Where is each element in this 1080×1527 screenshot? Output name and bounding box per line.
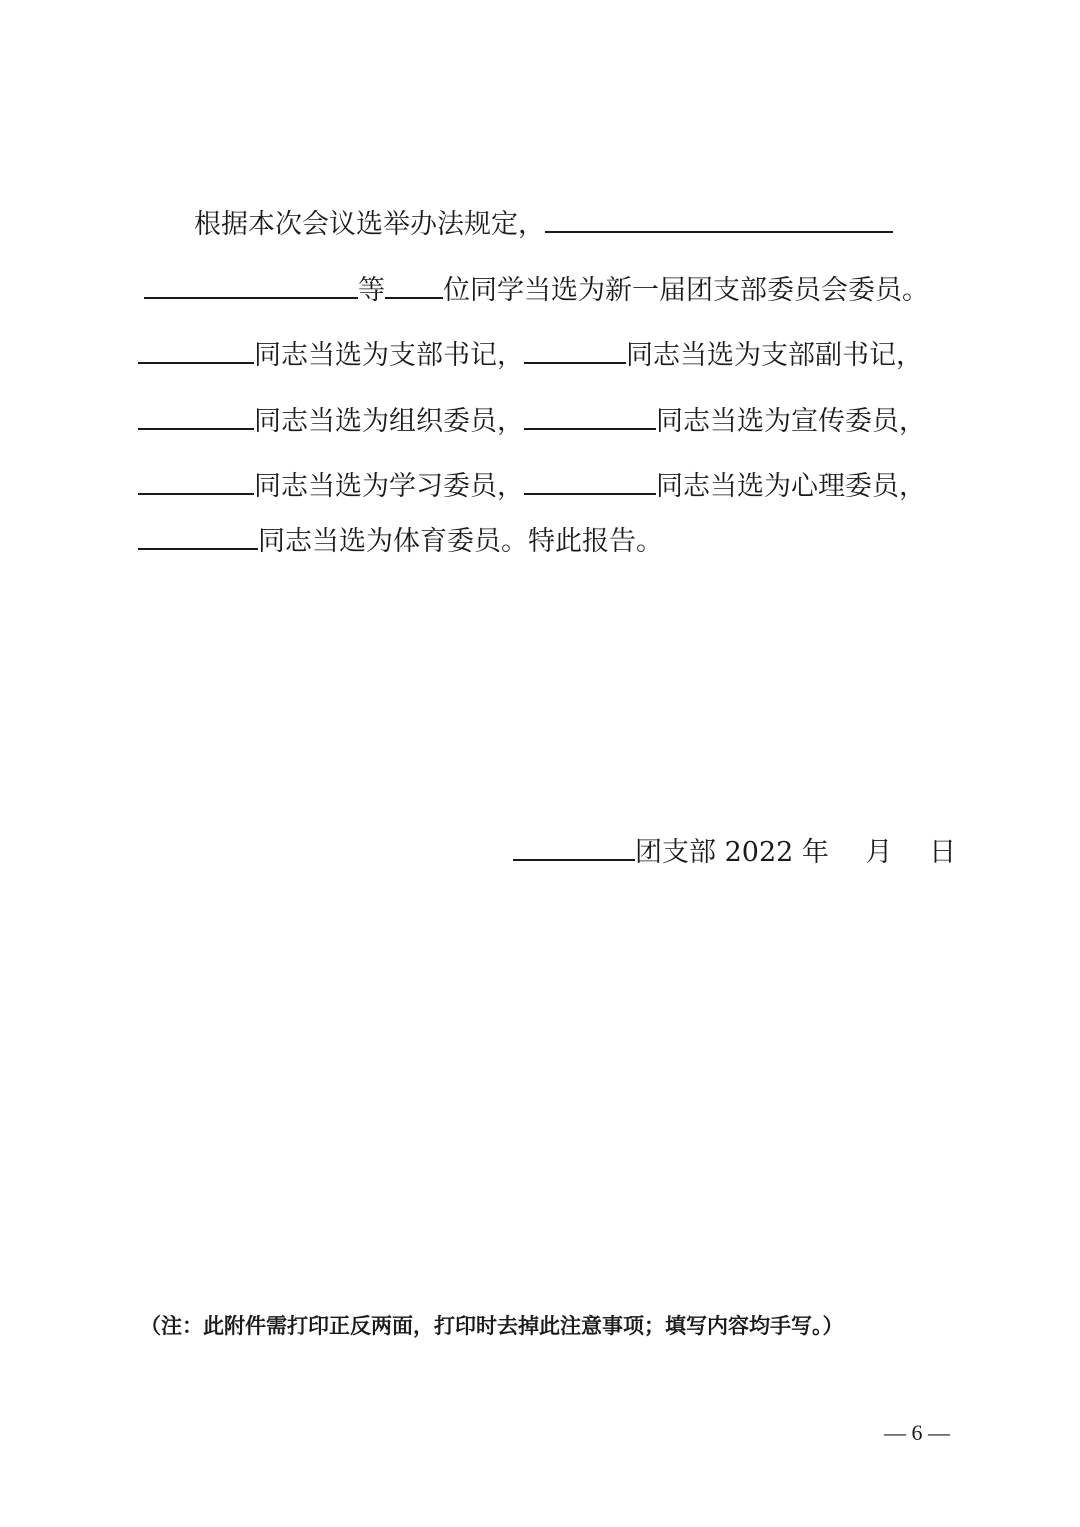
organization-text: 同志当选为组织委员，	[254, 406, 524, 437]
branch-label: 团支部	[635, 837, 716, 868]
print-note: （注：此附件需打印正反两面，打印时去掉此注意事项；填写内容均手写。）	[140, 1314, 844, 1338]
paragraph-line-2	[144, 271, 929, 309]
sports-name-blank	[138, 522, 258, 550]
etc-text: 等	[358, 275, 385, 306]
signature-line	[513, 833, 956, 871]
paragraph-line-4	[138, 402, 926, 440]
paragraph-line-6	[138, 522, 663, 560]
psychology-text: 同志当选为心理委员，	[656, 471, 926, 502]
study-text: 同志当选为学习委员，	[254, 471, 524, 502]
secretary-text: 同志当选为支部书记，	[254, 340, 524, 371]
deputy-secretary-name-blank	[524, 336, 626, 364]
secretary-name-blank	[138, 336, 254, 364]
organization-name-blank	[138, 402, 254, 430]
page-number: — 6 —	[884, 1420, 950, 1445]
election-intro-text: 根据本次会议选举办法规定，	[194, 209, 545, 240]
publicity-name-blank	[524, 402, 656, 430]
sports-text: 同志当选为体育委员。特此报告。	[258, 526, 663, 557]
elected-names-blank-1	[545, 205, 893, 233]
committee-members-text: 位同学当选为新一届团支部委员会委员。	[443, 275, 929, 306]
day-unit: 日	[929, 837, 957, 868]
publicity-text: 同志当选为宣传委员，	[656, 406, 926, 437]
deputy-secretary-text: 同志当选为支部副书记，	[626, 340, 923, 371]
year-unit: 年	[801, 837, 829, 868]
elected-names-blank-2	[144, 271, 358, 299]
study-name-blank	[138, 467, 254, 495]
psychology-name-blank	[524, 467, 656, 495]
paragraph-line-1	[194, 205, 893, 243]
paragraph-line-5	[138, 467, 926, 505]
year-value: 2022	[724, 837, 794, 868]
paragraph-line-3	[138, 336, 923, 374]
member-count-blank	[385, 271, 443, 299]
month-unit: 月	[865, 837, 893, 868]
branch-name-blank	[513, 833, 635, 861]
